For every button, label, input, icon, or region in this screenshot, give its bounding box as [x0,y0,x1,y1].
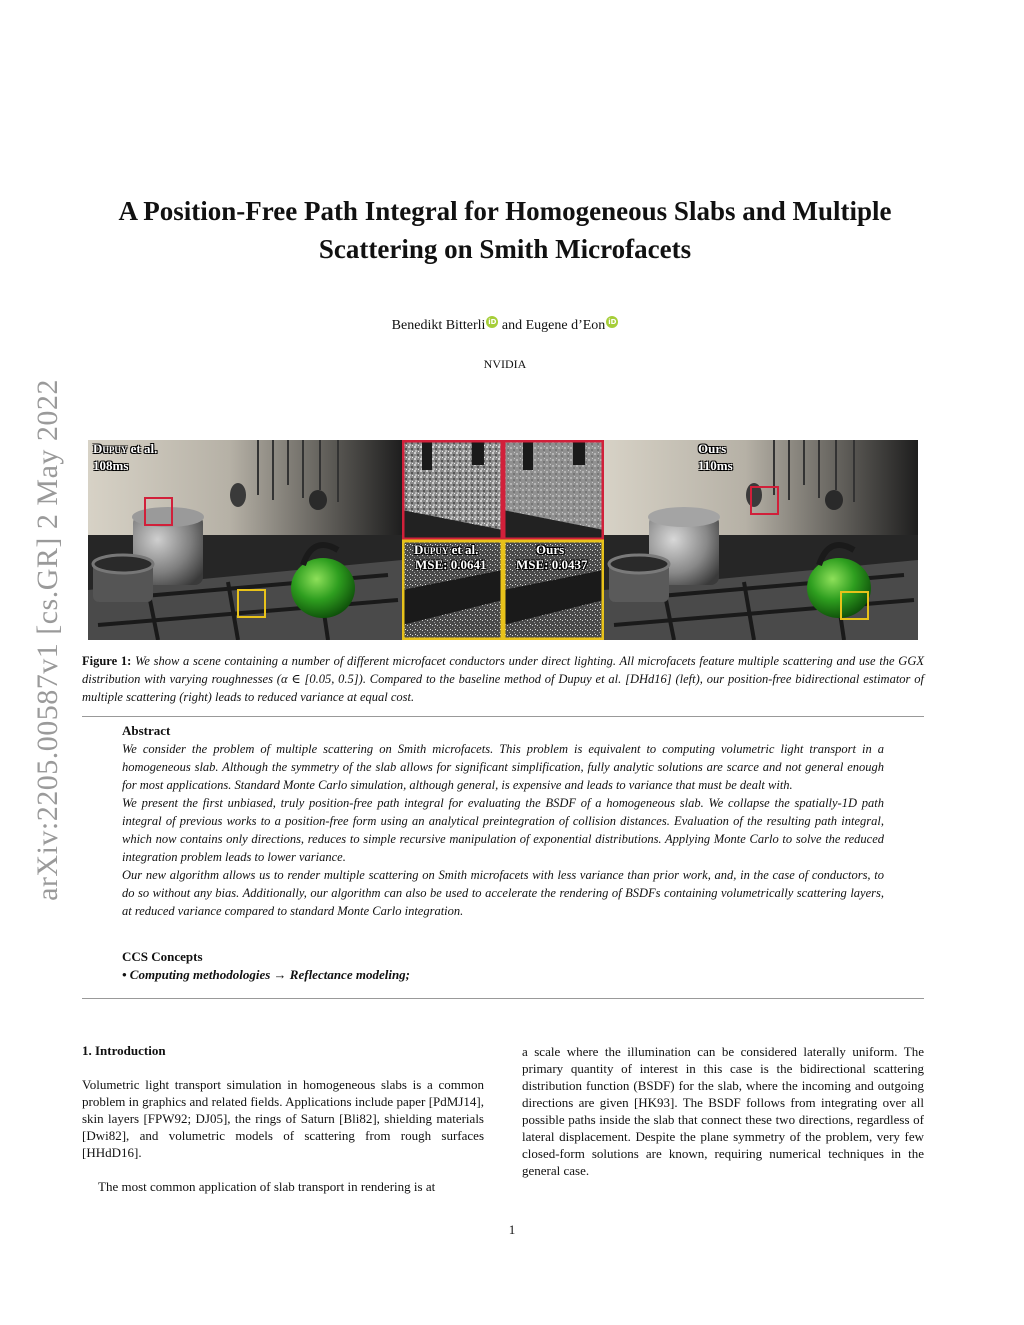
inset-crops [402,440,604,640]
kitchen-scene-right [604,440,918,640]
abstract-paragraph: We consider the problem of multiple scattering on Smith microfacets. This problem is equivalent to computing volumetric light transport in a homogeneous slab. Although the symmetry of the slab allows for significant simplification, fully analytic solutions are scarce and not general enough for most applications. Standard Monte Carlo simulation, although general, is expensive and leads to variance that must be dealt with. [122,742,884,792]
ccs-heading: CCS Concepts [122,949,203,964]
page-number: 1 [508,1222,516,1237]
abstract-heading: Abstract [122,723,171,738]
render-baseline [88,440,402,640]
paper-title: A Position-Free Path Integral for Homogeneous Slabs and Multiple Scattering on Smith Microfacets [118,196,892,264]
body-paragraph: a scale where the illumination can be considered laterally uniform. The primary quantity of interest in this case is the bidirectional scattering distribution function (BSDF) for the slab, where the incoming and outgoing directions are given [HK93]. The BSDF follows from integrating over all possible paths inside the slab that connect these two directions, regardless of lateral displacement. Despite the plane symmetry of the problem, very few closed-form solutions are known, requiring numerical techniques in the general case. [522,1044,924,1178]
body-paragraph: Volumetric light transport simulation in homogeneous slabs is a common problem in graphics and related fields. Applications include paper [PdMJ14], skin layers [FPW92; DJ05], the rings of Saturn [Bli82], shielding materials [Dwi82], and volumetric models of scattering from rough surfaces [HHdD16]. [82,1077,484,1160]
right-column [522,1043,924,1179]
render-ours [604,440,918,640]
section-heading: 1. Introduction [82,1043,166,1058]
orcid-icon[interactable]: iD [488,318,497,326]
inset-label-baseline: Dupuy et al. [414,542,479,557]
figure-caption [82,652,924,706]
inset-label-ours: Ours [536,542,565,557]
inset-comparison [402,440,604,640]
body-paragraph: The most common application of slab transport in rendering is at [98,1179,436,1194]
orcid-icon[interactable]: iD [608,318,617,326]
affiliation: NVIDIA [483,357,527,371]
method-label-baseline: Dupuy et al. [93,441,158,456]
abstract [122,722,884,920]
render-time-ours: 110ms [698,458,733,473]
left-column [82,1042,484,1195]
ccs-line: • Computing methodologies → Reflectance modeling; [122,967,411,982]
render-time-baseline: 108ms [93,458,129,473]
divider [82,998,924,999]
figure-caption-label: Figure 1: [82,654,132,668]
author-name[interactable]: Benedikt Bitterli [391,318,486,333]
author-separator: and [501,318,523,333]
method-label-ours: Ours [698,441,727,456]
arxiv-stamp: arXiv:2205.00587v1 [cs.GR] 2 May 2022 [31,379,64,901]
figure-caption-text: We show a scene containing a number of different microfacet conductors under direct lighting. All microfacets feature multiple scattering and use the GGX distribution with varying roughnesses (α ∈ [0.05, 0.5]). Compared to the baseline method of Dupuy et al. [DHd16] (left), our position-free bidirectional estimator of multiple scattering (right) leads to reduced variance at equal cost. [82,654,925,704]
teaser-figure [88,440,918,640]
divider [82,716,924,717]
abstract-paragraph: We present the first unbiased, truly position-free path integral for evaluating the BSDF of a homogeneous slab. We collapse the spatially-1D path integral of previous works to a position-free form using an analytical preintegration of collision distances. Evaluation of the resulting path integral, which now contains only directions, reduces to simple recursive manipulation of exponential distributions. Applying Monte Carlo to solve the reduced integration problem leads to lower variance. [122,796,884,864]
author-line [80,316,930,334]
inset-mse-baseline: MSE: 0.0641 [415,557,487,572]
kitchen-scene-left [88,440,402,640]
author-name[interactable]: Eugene d’Eon [525,318,606,333]
abstract-paragraph: Our new algorithm allows us to render multiple scattering on Smith microfacets with less variance than prior work, and, in the case of conductors, to do so without any bias. Additionally, our algorithm can also be used to accelerate the rendering of BSDFs containing volumetrically scattering layers, at reduced variance compared to standard Monte Carlo integration. [122,868,884,918]
inset-mse-ours: MSE: 0.0437 [516,557,588,572]
ccs-concepts [122,948,884,984]
